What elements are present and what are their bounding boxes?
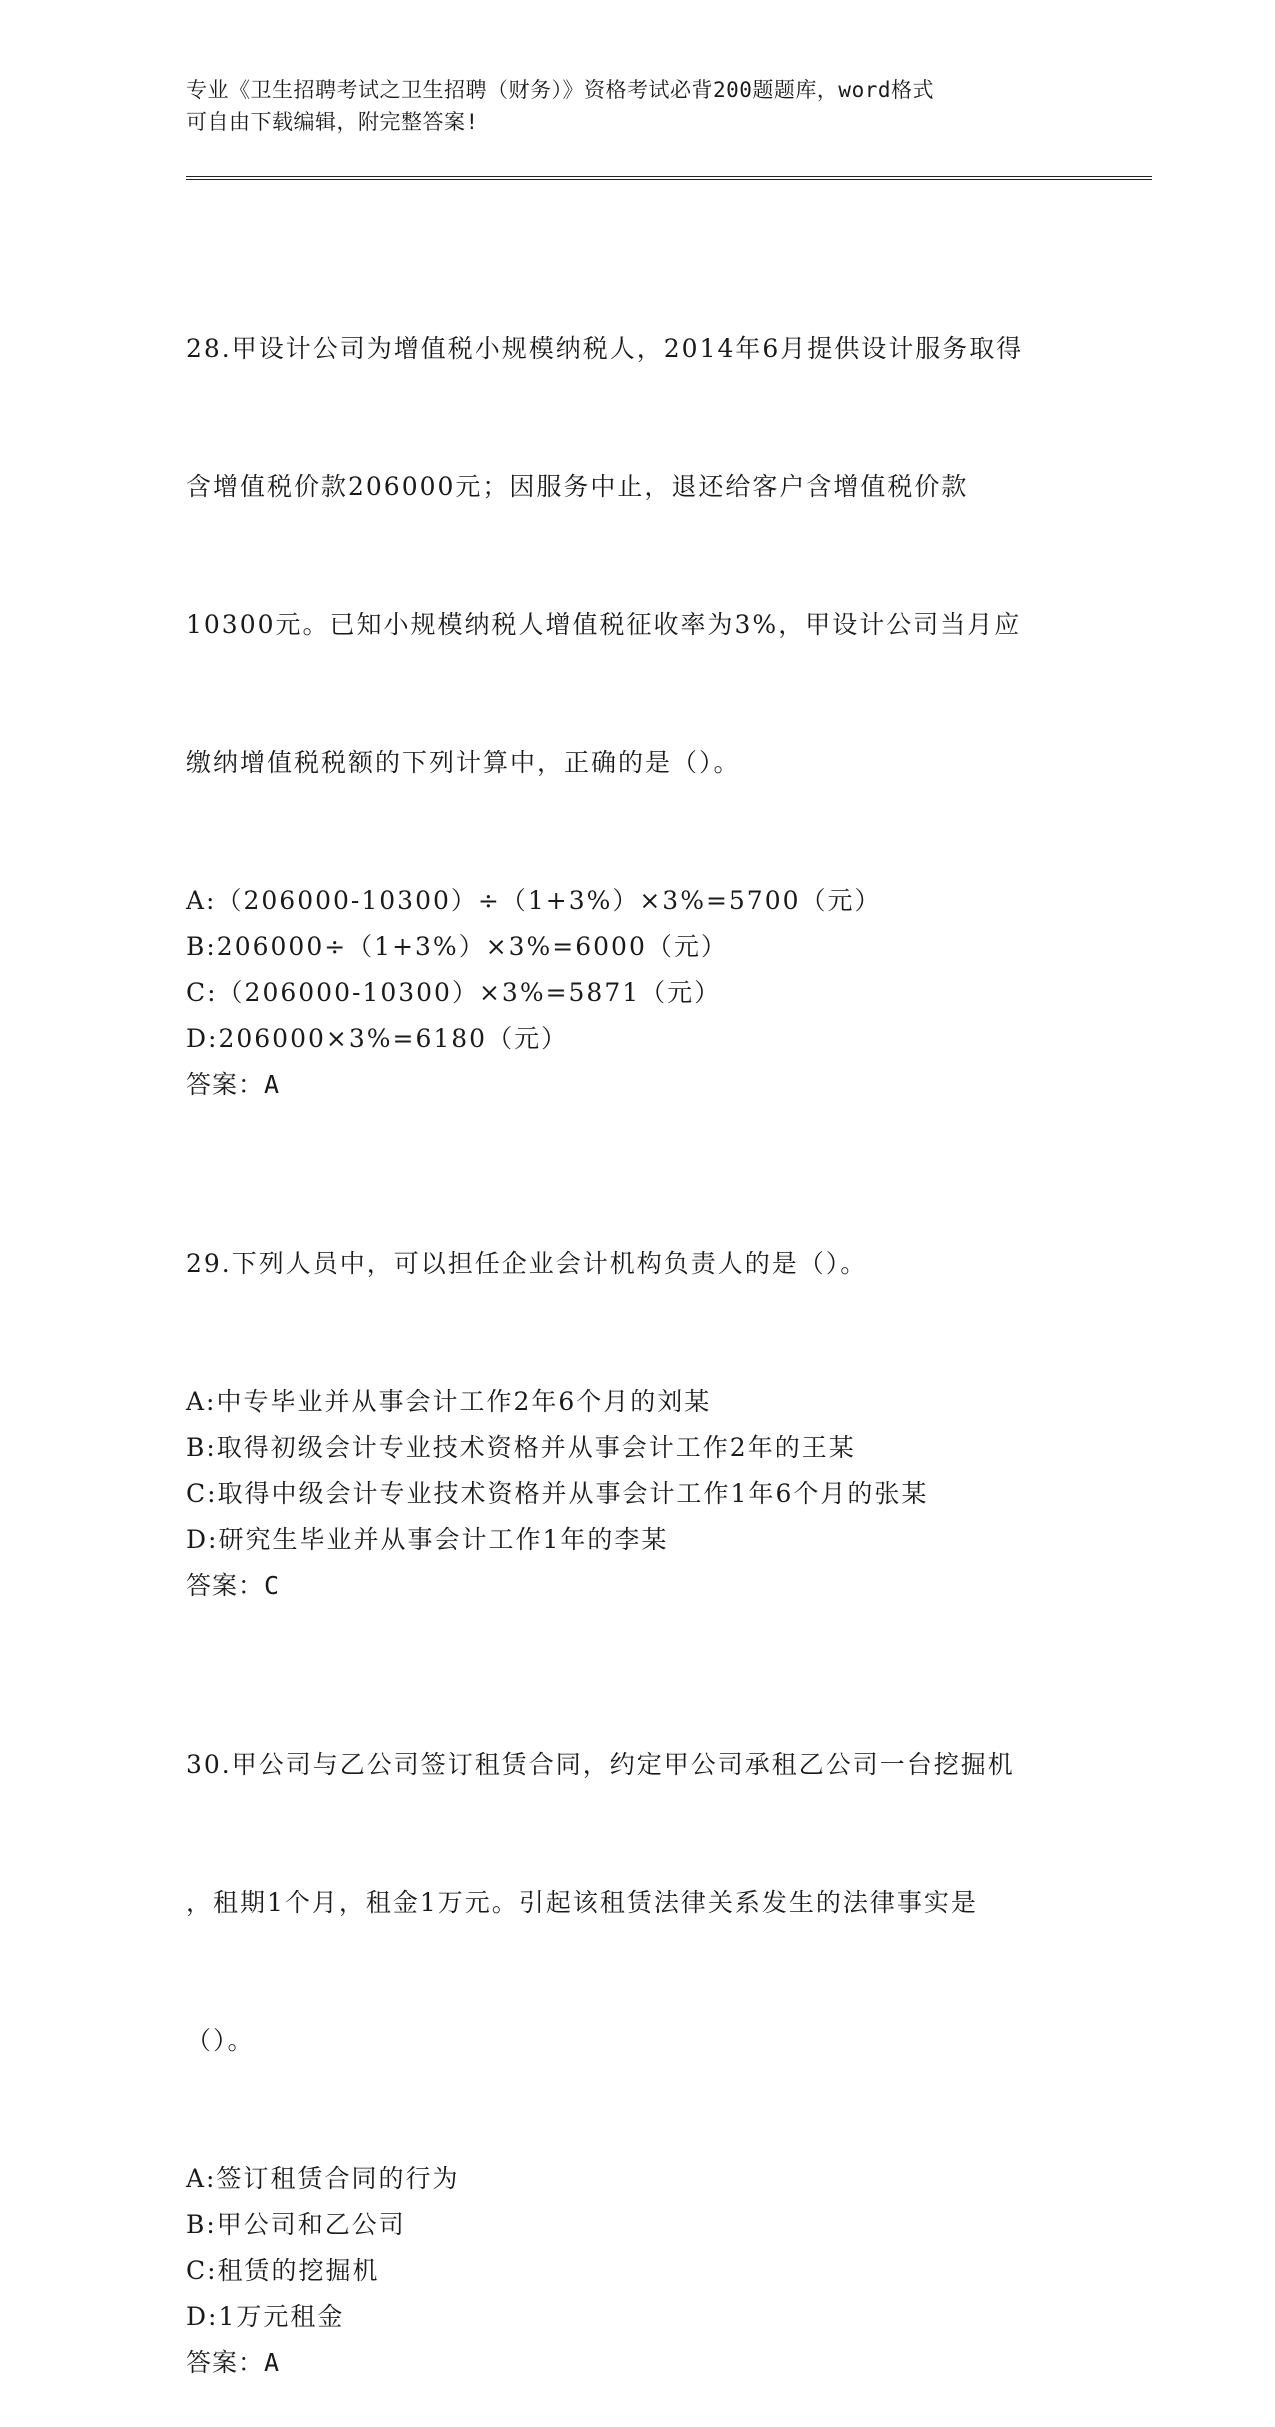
stem-line: 30.甲公司与乙公司签订租赁合同，约定甲公司承租乙公司一台挖掘机: [186, 1750, 1015, 1779]
option-c: C:租赁的挖掘机: [186, 2256, 380, 2285]
question-30: [186, 1650, 1086, 2386]
stem-line: ，租期1个月，租金1万元。引起该租赁法律关系发生的法律事实是: [186, 1888, 978, 1917]
question-list: [186, 234, 1086, 2427]
stem-line: 28.甲设计公司为增值税小规模纳税人，2014年6月提供设计服务取得: [186, 334, 1024, 363]
header-divider: [186, 176, 1152, 180]
header-line-2: 可自由下载编辑，附完整答案!: [186, 110, 479, 134]
option-c: C:取得中级会计专业技术资格并从事会计工作1年6个月的张某: [186, 1479, 929, 1508]
option-a: A:（206000-10300）÷（1+3%）×3%=5700（元）: [186, 886, 882, 915]
answer-label: 答案：C: [186, 1571, 281, 1600]
option-c: C:（206000-10300）×3%=5871（元）: [186, 978, 722, 1007]
question-stem: [186, 234, 1086, 878]
question-stem: [186, 1149, 1086, 1379]
question-28: [186, 234, 1086, 1108]
option-b: B:甲公司和乙公司: [186, 2210, 406, 2239]
answer-label: 答案：A: [186, 2348, 281, 2377]
stem-line: （）。: [186, 2026, 255, 2055]
stem-line: 10300元。已知小规模纳税人增值税征收率为3%，甲设计公司当月应: [186, 610, 1022, 639]
option-a: A:中专毕业并从事会计工作2年6个月的刘某: [186, 1387, 712, 1416]
stem-line: 29.下列人员中，可以担任企业会计机构负责人的是（）。: [186, 1249, 868, 1278]
header-line-1: 专业《卫生招聘考试之卫生招聘（财务）》资格考试必背200题题库，word格式: [186, 78, 934, 102]
option-b: B:206000÷（1+3%）×3%=6000（元）: [186, 932, 728, 961]
option-d: D:206000×3%=6180（元）: [186, 1024, 569, 1053]
option-d: D:研究生毕业并从事会计工作1年的李某: [186, 1525, 669, 1554]
option-a: A:签订租赁合同的行为: [186, 2164, 460, 2193]
answer-label: 答案：A: [186, 1070, 281, 1099]
question-stem: [186, 1650, 1086, 2156]
option-d: D:1万元租金: [186, 2302, 345, 2331]
option-b: B:取得初级会计专业技术资格并从事会计工作2年的王某: [186, 1433, 856, 1462]
stem-line: 含增值税价款206000元；因服务中止，退还给客户含增值税价款: [186, 472, 969, 501]
document-header: [186, 74, 1086, 138]
stem-line: 缴纳增值税税额的下列计算中，正确的是（）。: [186, 748, 741, 777]
question-29: [186, 1149, 1086, 1609]
